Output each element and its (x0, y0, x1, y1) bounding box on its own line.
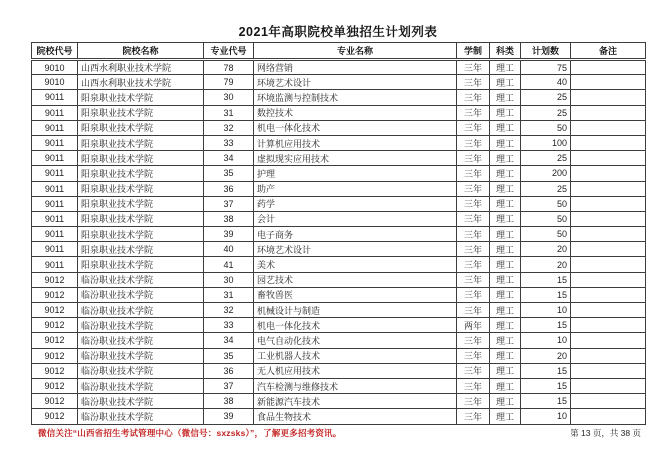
cell-duration: 三年 (457, 120, 490, 135)
cell-major-name: 环境艺术设计 (254, 242, 457, 257)
cell-college-name: 阳泉职业技术学院 (78, 166, 204, 181)
cell-note (571, 409, 646, 424)
cell-college-code: 9012 (32, 287, 78, 302)
cell-plan-count: 50 (521, 227, 571, 242)
cell-duration: 三年 (457, 303, 490, 318)
cell-college-code: 9012 (32, 363, 78, 378)
cell-plan-count: 15 (521, 363, 571, 378)
cell-college-code: 9011 (32, 135, 78, 150)
cell-note (571, 257, 646, 272)
table-row (32, 196, 646, 211)
cell-college-name: 阳泉职业技术学院 (78, 242, 204, 257)
cell-plan-count: 15 (521, 394, 571, 409)
cell-college-code: 9011 (32, 257, 78, 272)
cell-college-name: 临汾职业技术学院 (78, 394, 204, 409)
cell-note (571, 211, 646, 226)
cell-plan-count: 25 (521, 151, 571, 166)
cell-category: 理工 (490, 394, 521, 409)
cell-duration: 三年 (457, 75, 490, 90)
cell-category: 理工 (490, 333, 521, 348)
cell-college-name: 阳泉职业技术学院 (78, 181, 204, 196)
cell-major-code: 41 (204, 257, 254, 272)
cell-college-name: 阳泉职业技术学院 (78, 196, 204, 211)
cell-college-code: 9012 (32, 348, 78, 363)
table-row (32, 257, 646, 272)
cell-major-code: 36 (204, 363, 254, 378)
cell-note (571, 181, 646, 196)
cell-duration: 三年 (457, 105, 490, 120)
cell-plan-count: 50 (521, 120, 571, 135)
column-header-category: 科类 (490, 43, 521, 60)
cell-plan-count: 25 (521, 90, 571, 105)
cell-college-code: 9012 (32, 409, 78, 424)
cell-major-name: 药学 (254, 196, 457, 211)
page-number: 第 13 页，共 38 页 (570, 428, 641, 438)
cell-major-name: 工业机器人技术 (254, 348, 457, 363)
cell-major-name: 机械设计与制造 (254, 303, 457, 318)
cell-note (571, 242, 646, 257)
cell-college-name: 临汾职业技术学院 (78, 348, 204, 363)
cell-college-code: 9012 (32, 333, 78, 348)
cell-note (571, 196, 646, 211)
cell-duration: 三年 (457, 378, 490, 393)
cell-duration: 三年 (457, 60, 490, 75)
column-header-major-code: 专业代号 (204, 43, 254, 60)
cell-major-name: 环境艺术设计 (254, 75, 457, 90)
column-header-plan-count: 计划数 (521, 43, 571, 60)
cell-note (571, 166, 646, 181)
cell-major-name: 机电一体化技术 (254, 318, 457, 333)
cell-major-code: 79 (204, 75, 254, 90)
cell-plan-count: 15 (521, 378, 571, 393)
cell-category: 理工 (490, 181, 521, 196)
cell-major-name: 食品生物技术 (254, 409, 457, 424)
cell-plan-count: 15 (521, 318, 571, 333)
cell-note (571, 378, 646, 393)
cell-college-name: 阳泉职业技术学院 (78, 151, 204, 166)
cell-plan-count: 100 (521, 135, 571, 150)
page-title: 2021年高职院校单独招生计划列表 (238, 25, 438, 39)
cell-major-name: 计算机应用技术 (254, 135, 457, 150)
table-row (32, 394, 646, 409)
table-row (32, 303, 646, 318)
table-row (32, 348, 646, 363)
cell-duration: 三年 (457, 363, 490, 378)
cell-college-code: 9012 (32, 394, 78, 409)
table-row (32, 378, 646, 393)
cell-category: 理工 (490, 151, 521, 166)
cell-college-name: 临汾职业技术学院 (78, 333, 204, 348)
cell-major-name: 新能源汽车技术 (254, 394, 457, 409)
cell-major-code: 39 (204, 409, 254, 424)
cell-note (571, 151, 646, 166)
cell-category: 理工 (490, 257, 521, 272)
cell-major-name: 汽车检测与维修技术 (254, 378, 457, 393)
cell-duration: 三年 (457, 181, 490, 196)
cell-category: 理工 (490, 227, 521, 242)
cell-major-name: 网络营销 (254, 60, 457, 75)
cell-duration: 三年 (457, 90, 490, 105)
table-body (32, 60, 646, 425)
cell-major-code: 38 (204, 394, 254, 409)
cell-major-code: 30 (204, 272, 254, 287)
table-row (32, 181, 646, 196)
cell-category: 理工 (490, 120, 521, 135)
cell-major-name: 机电一体化技术 (254, 120, 457, 135)
enrollment-plan-table (31, 42, 646, 425)
cell-category: 理工 (490, 75, 521, 90)
cell-major-code: 31 (204, 287, 254, 302)
cell-category: 理工 (490, 105, 521, 120)
cell-note (571, 394, 646, 409)
cell-category: 理工 (490, 409, 521, 424)
cell-college-name: 阳泉职业技术学院 (78, 211, 204, 226)
cell-college-code: 9011 (32, 242, 78, 257)
cell-plan-count: 200 (521, 166, 571, 181)
table-row (32, 90, 646, 105)
cell-note (571, 60, 646, 75)
cell-college-name: 临汾职业技术学院 (78, 363, 204, 378)
cell-plan-count: 20 (521, 348, 571, 363)
cell-duration: 三年 (457, 227, 490, 242)
cell-college-code: 9011 (32, 90, 78, 105)
cell-category: 理工 (490, 287, 521, 302)
cell-college-name: 阳泉职业技术学院 (78, 90, 204, 105)
table-row (32, 166, 646, 181)
cell-category: 理工 (490, 363, 521, 378)
cell-note (571, 105, 646, 120)
cell-college-code: 9011 (32, 211, 78, 226)
cell-college-code: 9012 (32, 272, 78, 287)
cell-plan-count: 10 (521, 409, 571, 424)
cell-college-name: 临汾职业技术学院 (78, 318, 204, 333)
cell-note (571, 272, 646, 287)
table-row (32, 60, 646, 75)
cell-duration: 两年 (457, 318, 490, 333)
cell-college-name: 临汾职业技术学院 (78, 303, 204, 318)
cell-plan-count: 50 (521, 211, 571, 226)
cell-plan-count: 50 (521, 196, 571, 211)
cell-college-name: 临汾职业技术学院 (78, 409, 204, 424)
wechat-notice: 微信关注“山西省招生考试管理中心（微信号：sxzsks）”，了解更多招考资讯。 (38, 428, 342, 438)
cell-plan-count: 20 (521, 242, 571, 257)
cell-major-name: 会计 (254, 211, 457, 226)
table-row (32, 211, 646, 226)
cell-note (571, 90, 646, 105)
cell-college-code: 9011 (32, 120, 78, 135)
cell-college-code: 9011 (32, 181, 78, 196)
table-row (32, 287, 646, 302)
header-row (32, 43, 646, 60)
cell-college-code: 9012 (32, 303, 78, 318)
cell-category: 理工 (490, 378, 521, 393)
cell-college-code: 9011 (32, 151, 78, 166)
column-header-college-code: 院校代号 (32, 43, 78, 60)
cell-duration: 三年 (457, 196, 490, 211)
cell-major-code: 32 (204, 120, 254, 135)
cell-college-code: 9010 (32, 60, 78, 75)
cell-note (571, 348, 646, 363)
cell-category: 理工 (490, 303, 521, 318)
cell-duration: 三年 (457, 257, 490, 272)
cell-major-code: 30 (204, 90, 254, 105)
cell-plan-count: 10 (521, 333, 571, 348)
cell-college-name: 阳泉职业技术学院 (78, 257, 204, 272)
cell-category: 理工 (490, 196, 521, 211)
cell-plan-count: 20 (521, 257, 571, 272)
table-row (32, 105, 646, 120)
cell-note (571, 318, 646, 333)
cell-plan-count: 25 (521, 105, 571, 120)
cell-note (571, 120, 646, 135)
cell-major-code: 31 (204, 105, 254, 120)
table-row (32, 75, 646, 90)
cell-plan-count: 40 (521, 75, 571, 90)
cell-major-code: 33 (204, 135, 254, 150)
cell-duration: 三年 (457, 166, 490, 181)
table-row (32, 120, 646, 135)
cell-college-name: 阳泉职业技术学院 (78, 105, 204, 120)
cell-college-code: 9012 (32, 318, 78, 333)
cell-duration: 三年 (457, 348, 490, 363)
cell-college-name: 临汾职业技术学院 (78, 287, 204, 302)
cell-category: 理工 (490, 318, 521, 333)
cell-major-code: 78 (204, 60, 254, 75)
cell-category: 理工 (490, 272, 521, 287)
table-row (32, 242, 646, 257)
cell-major-code: 40 (204, 242, 254, 257)
cell-duration: 三年 (457, 394, 490, 409)
cell-college-code: 9011 (32, 227, 78, 242)
cell-college-code: 9010 (32, 75, 78, 90)
cell-major-code: 34 (204, 151, 254, 166)
cell-major-code: 34 (204, 333, 254, 348)
cell-category: 理工 (490, 135, 521, 150)
cell-note (571, 135, 646, 150)
cell-note (571, 333, 646, 348)
cell-college-code: 9011 (32, 166, 78, 181)
cell-duration: 三年 (457, 151, 490, 166)
table-row (32, 227, 646, 242)
cell-college-name: 阳泉职业技术学院 (78, 227, 204, 242)
column-header-major-name: 专业名称 (254, 43, 457, 60)
cell-major-code: 39 (204, 227, 254, 242)
cell-category: 理工 (490, 90, 521, 105)
cell-category: 理工 (490, 348, 521, 363)
cell-major-name: 无人机应用技术 (254, 363, 457, 378)
cell-plan-count: 15 (521, 287, 571, 302)
cell-major-name: 畜牧兽医 (254, 287, 457, 302)
table-row (32, 318, 646, 333)
table-row (32, 333, 646, 348)
table-row (32, 363, 646, 378)
cell-major-code: 37 (204, 378, 254, 393)
cell-college-name: 山西水利职业技术学院 (78, 60, 204, 75)
cell-category: 理工 (490, 242, 521, 257)
cell-duration: 三年 (457, 409, 490, 424)
cell-note (571, 227, 646, 242)
cell-major-name: 环境监测与控制技术 (254, 90, 457, 105)
cell-major-name: 电气自动化技术 (254, 333, 457, 348)
cell-major-name: 电子商务 (254, 227, 457, 242)
cell-duration: 三年 (457, 211, 490, 226)
cell-duration: 三年 (457, 242, 490, 257)
table-row (32, 135, 646, 150)
cell-college-code: 9012 (32, 378, 78, 393)
cell-major-name: 虚拟现实应用技术 (254, 151, 457, 166)
cell-category: 理工 (490, 211, 521, 226)
cell-major-code: 33 (204, 318, 254, 333)
cell-duration: 三年 (457, 333, 490, 348)
cell-duration: 三年 (457, 135, 490, 150)
cell-college-name: 临汾职业技术学院 (78, 272, 204, 287)
cell-major-name: 园艺技术 (254, 272, 457, 287)
cell-plan-count: 75 (521, 60, 571, 75)
column-header-note: 备注 (571, 43, 646, 60)
cell-major-code: 35 (204, 348, 254, 363)
cell-major-name: 数控技术 (254, 105, 457, 120)
cell-major-code: 32 (204, 303, 254, 318)
cell-note (571, 287, 646, 302)
cell-duration: 三年 (457, 272, 490, 287)
table-row (32, 409, 646, 424)
cell-college-code: 9011 (32, 196, 78, 211)
cell-note (571, 75, 646, 90)
table-row (32, 272, 646, 287)
cell-major-code: 37 (204, 196, 254, 211)
cell-note (571, 363, 646, 378)
column-header-college-name: 院校名称 (78, 43, 204, 60)
table-row (32, 151, 646, 166)
cell-plan-count: 10 (521, 303, 571, 318)
cell-major-code: 38 (204, 211, 254, 226)
column-header-duration: 学制 (457, 43, 490, 60)
cell-plan-count: 25 (521, 181, 571, 196)
cell-duration: 三年 (457, 287, 490, 302)
cell-note (571, 303, 646, 318)
cell-major-name: 美术 (254, 257, 457, 272)
cell-college-name: 临汾职业技术学院 (78, 378, 204, 393)
cell-college-name: 阳泉职业技术学院 (78, 120, 204, 135)
cell-major-code: 36 (204, 181, 254, 196)
cell-college-code: 9011 (32, 105, 78, 120)
cell-category: 理工 (490, 166, 521, 181)
cell-major-name: 助产 (254, 181, 457, 196)
cell-major-name: 护理 (254, 166, 457, 181)
cell-college-name: 阳泉职业技术学院 (78, 135, 204, 150)
cell-major-code: 35 (204, 166, 254, 181)
cell-college-name: 山西水利职业技术学院 (78, 75, 204, 90)
cell-plan-count: 15 (521, 272, 571, 287)
cell-category: 理工 (490, 60, 521, 75)
